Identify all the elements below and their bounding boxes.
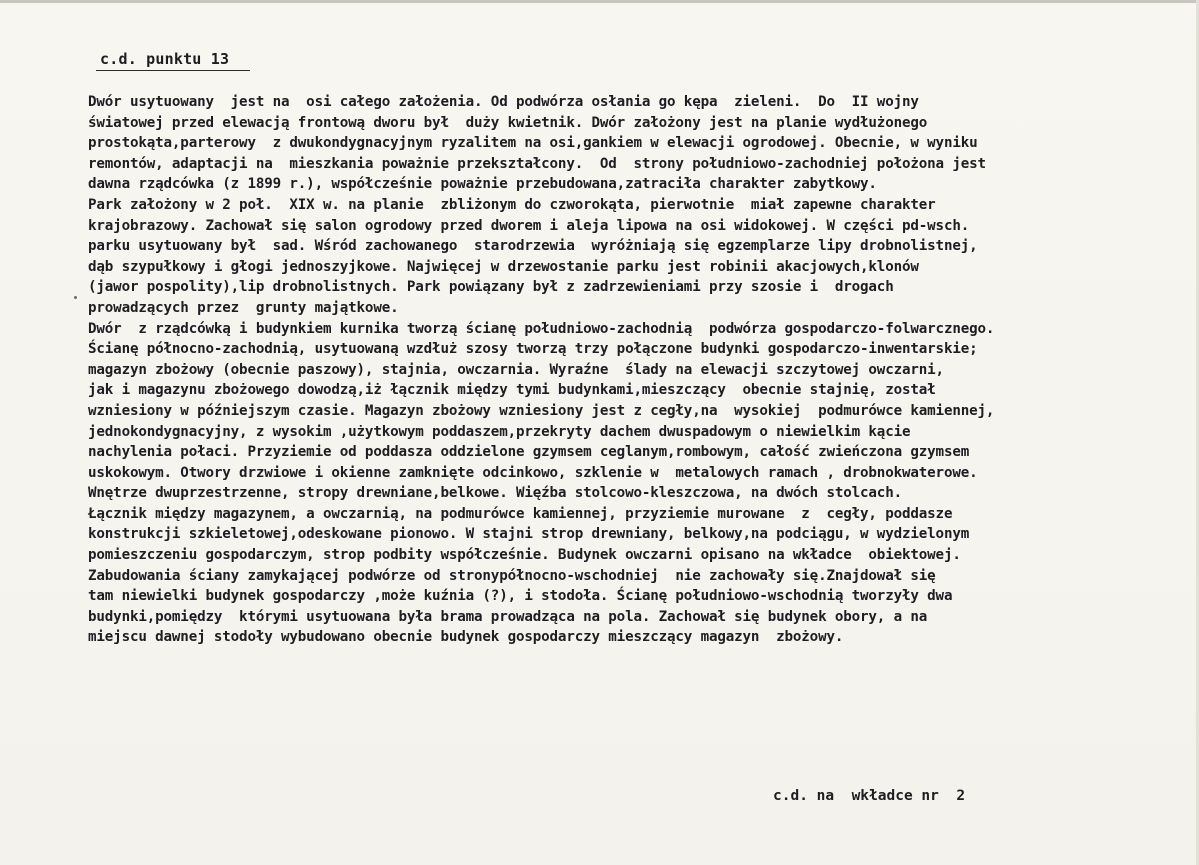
paper-speck — [74, 296, 77, 299]
text-line: tam niewielki budynek gospodarczy ,może kuźnia (?), i stodoła. Ścianę południowo-wschodnią tworzyły dwa — [88, 588, 953, 605]
text-line: pomieszczeniu gospodarczym, strop podbity współcześnie. Budynek owczarni opisano na wkładce obiektowej. — [88, 547, 961, 564]
text-line: konstrukcji szkieletowej,odeskowane pionowo. W stajni strop drewniany, belkowy,na podciągu, w wydzielonym — [88, 526, 970, 543]
text-line: Wnętrze dwuprzestrzenne, stropy drewniane,belkowe. Więźba stolcowo-kleszczowa, na dwóch stolcach. — [88, 485, 902, 502]
continuation-footer: c.d. na wkładce nr 2 — [773, 788, 966, 804]
text-line: Ścianę północno-zachodnią, usytuowaną wzdłuż szosy tworzą trzy połączone budynki gospodarczo-inwentarskie; — [88, 341, 978, 358]
text-line: magazyn zbożowy (obecnie paszowy), stajnia, owczarnia. Wyraźne ślady na elewacji szczytowej owczarni, — [88, 361, 944, 378]
text-line: nachylenia połaci. Przyziemie od poddasza oddzielone gzymsem ceglanym,rombowym, całość zwieńczona gzymsem — [88, 444, 970, 461]
text-line: jak i magazynu zbożowego dowodzą,iż łącznik między tymi budynkami,mieszczący obecnie stajnię, został — [88, 382, 936, 399]
text-line: Park założony w 2 poł. XIX w. na planie zbliżonym do czworokąta, pierwotnie miał zapewne charakter — [88, 196, 936, 213]
text-line: krajobrazowy. Zachował się salon ogrodowy przed dworem i aleja lipowa na osi widokowej. W części pd-wsch. — [88, 217, 970, 234]
continuation-header: c.d. punktu 13 — [100, 50, 230, 68]
text-line: parku usytuowany był sad. Wśród zachowanego starodrzewia wyróżniają się egzemplarze lipy drobnolistnej, — [88, 238, 978, 255]
page-top-edge — [0, 0, 1199, 3]
document-body — [88, 92, 1186, 648]
text-line: wzniesiony w późniejszym czasie. Magazyn zbożowy wzniesiony jest z cegły,na wysokiej podmurówce kamiennej, — [88, 402, 995, 419]
text-line: dawna rządcówka (z 1899 r.), współcześnie poważnie przebudowana,zatraciła charakter zabytkowy. — [88, 176, 877, 193]
text-line: uskokowym. Otwory drzwiowe i okienne zamknięte odcinkowo, szklenie w metalowych ramach , drobnokwaterowe. — [88, 464, 978, 481]
text-line: prostokąta,parterowy z dwukondygnacyjnym ryzalitem na osi,gankiem w elewacji ogrodowej. Obecnie, w wyniku — [88, 135, 978, 152]
text-line: miejscu dawnej stodoły wybudowano obecnie budynek gospodarczy mieszczący magazyn zbożowy. — [88, 629, 844, 646]
text-line: (jawor pospolity),lip drobnolistnych. Park powiązany był z zadrzewieniami przy szosie i drogach — [88, 279, 894, 296]
text-line: budynki,pomiędzy którymi usytuowana była brama prowadząca na pola. Zachował się budynek obory, a na — [88, 608, 928, 625]
text-line: światowej przed elewacją frontową dworu był duży kwietnik. Dwór założony jest na planie wydłużonego — [88, 114, 928, 131]
text-line: Dwór usytuowany jest na osi całego założenia. Od podwórza osłania go kępa zieleni. Do II wojny — [88, 94, 919, 110]
text-line: Zabudowania ściany zamykającej podwórze od stronypółnocno-wschodniej nie zachowały się.Znajdował się — [88, 567, 936, 584]
header-underline — [96, 70, 250, 71]
text-line: Łącznik między magazynem, a owczarnią, na podmurówce kamiennej, przyziemie murowane z cegły, poddasze — [88, 505, 953, 522]
text-line: Dwór z rządcówką i budynkiem kurnika tworzą ścianę południowo-zachodnią podwórza gospodarczo-folwarcznego. — [88, 320, 995, 337]
text-line: dąb szypułkowy i głogi jednoszyjkowe. Najwięcej w drzewostanie parku jest robinii akacjowych,klonów — [88, 258, 919, 275]
text-line: jednokondygnacyjny, z wysokim ,użytkowym poddaszem,przekryty dachem dwuspadowym o niewielkim kącie — [88, 423, 911, 440]
text-line: remontów, adaptacji na mieszkania poważnie przekształcony. Od strony południowo-zachodniej położona jest — [88, 155, 986, 172]
text-line: prowadzących przez grunty majątkowe. — [88, 299, 399, 316]
